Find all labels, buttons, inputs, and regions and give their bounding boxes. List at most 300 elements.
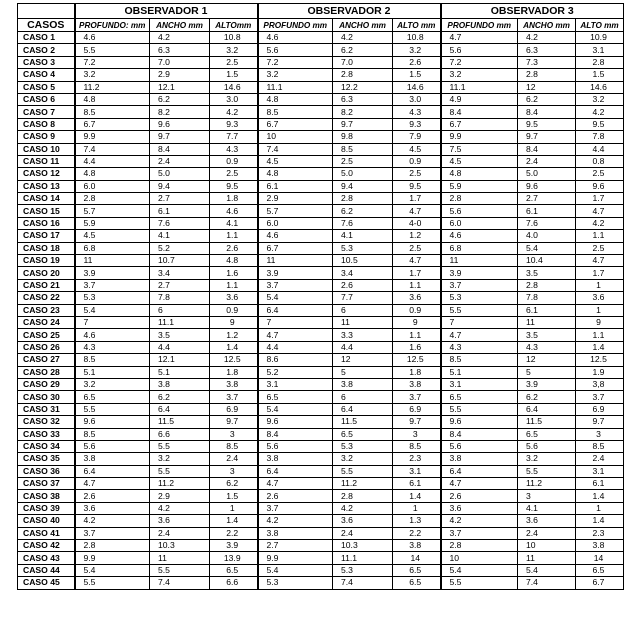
table-row bbox=[18, 465, 624, 477]
o2-profundo-cell: 4.6 bbox=[258, 32, 333, 44]
table-row bbox=[18, 205, 624, 217]
o3-profundo-cell: 8.4 bbox=[441, 106, 518, 118]
o1-profundo-cell: 6.0 bbox=[75, 180, 150, 192]
o3-ancho-cell: 10.4 bbox=[518, 255, 576, 267]
o1-ancho-cell: 2.9 bbox=[150, 490, 210, 502]
o3-ancho-cell: 5.4 bbox=[518, 242, 576, 254]
o1-alto-cell: 1.1 bbox=[210, 230, 258, 242]
o2-profundo-cell: 5.6 bbox=[258, 440, 333, 452]
o3-alto-cell: 3.1 bbox=[576, 44, 624, 56]
o1-profundo-cell: 5.3 bbox=[75, 292, 150, 304]
o1-alto-cell: 10.8 bbox=[210, 32, 258, 44]
o1-ancho-cell: 11.2 bbox=[150, 478, 210, 490]
o3-ancho-cell: 9.6 bbox=[518, 180, 576, 192]
o2-profundo-cell: 3.9 bbox=[258, 267, 333, 279]
o3-alto-cell: 3.2 bbox=[576, 93, 624, 105]
caso-label: CASO 42 bbox=[18, 540, 75, 552]
o2-ancho-cell: 8.2 bbox=[333, 106, 393, 118]
o2-profundo-cell: 9.9 bbox=[258, 552, 333, 564]
caso-label: CASO 30 bbox=[18, 391, 75, 403]
o3-ancho-cell: 6.1 bbox=[518, 205, 576, 217]
observer-2-header: OBSERVADOR 2 bbox=[258, 4, 441, 19]
o1-alto-cell: 0.9 bbox=[210, 155, 258, 167]
o3-ancho-cell: 2.7 bbox=[518, 193, 576, 205]
header-blank-cell bbox=[18, 4, 75, 19]
o1-profundo-cell: 4.7 bbox=[75, 478, 150, 490]
o2-ancho-cell: 7.6 bbox=[333, 217, 393, 229]
o2-ancho-cell: 9.7 bbox=[333, 118, 393, 130]
o3-ancho-cell: 6.2 bbox=[518, 93, 576, 105]
o1-alto-cell: 4.3 bbox=[210, 143, 258, 155]
o2-profundo-cell: 5.3 bbox=[258, 577, 333, 589]
o2-ancho-cell: 3.8 bbox=[333, 378, 393, 390]
caso-label: CASO 36 bbox=[18, 465, 75, 477]
o1-profundo-cell: 4.2 bbox=[75, 515, 150, 527]
o2-profundo-cell: 6.5 bbox=[258, 391, 333, 403]
table-row bbox=[18, 316, 624, 328]
o1-ancho-cell: 4.1 bbox=[150, 230, 210, 242]
o1-ancho-cell: 3.4 bbox=[150, 267, 210, 279]
table-row bbox=[18, 255, 624, 267]
o3-profundo-cell: 3.6 bbox=[441, 502, 518, 514]
o1-ancho-cell: 5.5 bbox=[150, 440, 210, 452]
caso-label: CASO 5 bbox=[18, 81, 75, 93]
o3-alto-cell: 10.9 bbox=[576, 32, 624, 44]
o1-profundo-cell: 5.5 bbox=[75, 577, 150, 589]
o3-profundo-cell: 3.1 bbox=[441, 378, 518, 390]
casos-header: CASOS bbox=[18, 19, 75, 32]
o3-alto-cell: 3.1 bbox=[576, 465, 624, 477]
o3-profundo-cell: 4.2 bbox=[441, 515, 518, 527]
o2-ancho-cell: 11.5 bbox=[333, 416, 393, 428]
o2-alto-cell: 12.5 bbox=[393, 354, 441, 366]
caso-label: CASO 32 bbox=[18, 416, 75, 428]
o3-alto-cell: 6.5 bbox=[576, 564, 624, 576]
o1-alto-cell: 1.1 bbox=[210, 279, 258, 291]
o3-ancho-cell: 11 bbox=[518, 316, 576, 328]
o2-ancho-cell: 4.2 bbox=[333, 502, 393, 514]
o2-profundo-cell: 4.5 bbox=[258, 155, 333, 167]
o2-alto-cell: 1.6 bbox=[393, 341, 441, 353]
table-row bbox=[18, 527, 624, 539]
o1-alto-cell: 1.4 bbox=[210, 515, 258, 527]
o1-alto-cell: 2.4 bbox=[210, 453, 258, 465]
o3-alto-cell: 2.4 bbox=[576, 453, 624, 465]
o3-alto-cell: 4.7 bbox=[576, 205, 624, 217]
o2-ancho-header: ANCHO mm bbox=[333, 19, 393, 32]
o3-alto-cell: 4.2 bbox=[576, 106, 624, 118]
o3-alto-cell: 3 bbox=[576, 428, 624, 440]
o2-alto-cell: 9.5 bbox=[393, 180, 441, 192]
o2-alto-cell: 1.8 bbox=[393, 366, 441, 378]
caso-label: CASO 38 bbox=[18, 490, 75, 502]
table-row bbox=[18, 32, 624, 44]
o1-alto-cell: 4.6 bbox=[210, 205, 258, 217]
o1-profundo-cell: 6.8 bbox=[75, 242, 150, 254]
o2-alto-cell: 6.5 bbox=[393, 577, 441, 589]
o3-ancho-cell: 10 bbox=[518, 540, 576, 552]
caso-label: CASO 2 bbox=[18, 44, 75, 56]
o3-alto-cell: 1.4 bbox=[576, 341, 624, 353]
o1-alto-cell: 9 bbox=[210, 316, 258, 328]
o3-ancho-cell: 7.4 bbox=[518, 577, 576, 589]
o1-profundo-cell: 5.7 bbox=[75, 205, 150, 217]
caso-label: CASO 8 bbox=[18, 118, 75, 130]
o2-alto-cell: 1.4 bbox=[393, 490, 441, 502]
o1-alto-cell: 4.8 bbox=[210, 255, 258, 267]
caso-label: CASO 14 bbox=[18, 193, 75, 205]
o2-profundo-cell: 7.2 bbox=[258, 56, 333, 68]
o2-ancho-cell: 5.0 bbox=[333, 168, 393, 180]
o2-ancho-cell: 6 bbox=[333, 391, 393, 403]
o1-ancho-cell: 9.4 bbox=[150, 180, 210, 192]
o3-profundo-cell: 8.5 bbox=[441, 354, 518, 366]
o3-ancho-cell: 4.1 bbox=[518, 502, 576, 514]
o1-ancho-cell: 10.3 bbox=[150, 540, 210, 552]
table-row bbox=[18, 143, 624, 155]
o1-ancho-cell: 5.1 bbox=[150, 366, 210, 378]
o2-ancho-cell: 11.2 bbox=[333, 478, 393, 490]
o3-alto-cell: 1.9 bbox=[576, 366, 624, 378]
o3-ancho-cell: 5.4 bbox=[518, 564, 576, 576]
o2-ancho-cell: 4.2 bbox=[333, 32, 393, 44]
table-row bbox=[18, 230, 624, 242]
o1-ancho-cell: 11 bbox=[150, 552, 210, 564]
o3-ancho-cell: 6.1 bbox=[518, 304, 576, 316]
measurements-table-container bbox=[17, 3, 624, 590]
o3-profundo-cell: 4.7 bbox=[441, 32, 518, 44]
table-row bbox=[18, 168, 624, 180]
o1-ancho-cell: 2.4 bbox=[150, 527, 210, 539]
o3-alto-cell: 2.8 bbox=[576, 56, 624, 68]
o1-alto-cell: 7.7 bbox=[210, 131, 258, 143]
o2-alto-cell: 4.7 bbox=[393, 255, 441, 267]
o1-ancho-cell: 7.6 bbox=[150, 217, 210, 229]
o3-ancho-cell: 11.2 bbox=[518, 478, 576, 490]
o2-ancho-cell: 4.4 bbox=[333, 341, 393, 353]
o2-ancho-cell: 6.3 bbox=[333, 93, 393, 105]
o1-alto-cell: 6.2 bbox=[210, 478, 258, 490]
caso-label: CASO 29 bbox=[18, 378, 75, 390]
o1-alto-cell: 6.6 bbox=[210, 577, 258, 589]
o2-alto-cell: 1.5 bbox=[393, 69, 441, 81]
o1-ancho-cell: 9.7 bbox=[150, 131, 210, 143]
o2-profundo-cell: 2.7 bbox=[258, 540, 333, 552]
o2-ancho-cell: 6 bbox=[333, 304, 393, 316]
o2-profundo-cell: 8.4 bbox=[258, 428, 333, 440]
o3-profundo-cell: 3.9 bbox=[441, 267, 518, 279]
o2-ancho-cell: 6.2 bbox=[333, 44, 393, 56]
o2-alto-cell: 6.1 bbox=[393, 478, 441, 490]
o3-profundo-cell: 5.5 bbox=[441, 304, 518, 316]
o1-ancho-cell: 6.4 bbox=[150, 403, 210, 415]
o3-ancho-cell: 5.5 bbox=[518, 465, 576, 477]
o3-profundo-cell: 4.7 bbox=[441, 329, 518, 341]
o2-alto-cell: 2.6 bbox=[393, 56, 441, 68]
o3-profundo-cell: 11.1 bbox=[441, 81, 518, 93]
table-row bbox=[18, 428, 624, 440]
measurements-table bbox=[17, 3, 624, 590]
o2-alto-cell: 4-0 bbox=[393, 217, 441, 229]
o3-ancho-cell: 6.3 bbox=[518, 44, 576, 56]
o2-alto-cell: 6.9 bbox=[393, 403, 441, 415]
o3-profundo-cell: 4.6 bbox=[441, 230, 518, 242]
column-header-row bbox=[18, 19, 624, 32]
o3-profundo-cell: 6.4 bbox=[441, 465, 518, 477]
o3-alto-cell: 1.4 bbox=[576, 490, 624, 502]
table-row bbox=[18, 267, 624, 279]
o2-ancho-cell: 5.3 bbox=[333, 564, 393, 576]
o2-profundo-cell: 4.8 bbox=[258, 168, 333, 180]
o3-ancho-header: ANCHO mm bbox=[518, 19, 576, 32]
o1-ancho-cell: 9.6 bbox=[150, 118, 210, 130]
o1-alto-cell: 3.2 bbox=[210, 44, 258, 56]
o1-profundo-cell: 5.4 bbox=[75, 304, 150, 316]
caso-label: CASO 21 bbox=[18, 279, 75, 291]
o2-ancho-cell: 2.4 bbox=[333, 527, 393, 539]
o2-ancho-cell: 10.5 bbox=[333, 255, 393, 267]
table-row bbox=[18, 131, 624, 143]
o3-profundo-cell: 9.9 bbox=[441, 131, 518, 143]
o3-profundo-cell: 4.5 bbox=[441, 155, 518, 167]
caso-label: CASO 37 bbox=[18, 478, 75, 490]
o2-alto-cell: 1.1 bbox=[393, 329, 441, 341]
o2-alto-cell: 2.5 bbox=[393, 168, 441, 180]
caso-label: CASO 3 bbox=[18, 56, 75, 68]
caso-label: CASO 4 bbox=[18, 69, 75, 81]
o3-profundo-cell: 7.2 bbox=[441, 56, 518, 68]
o2-profundo-cell: 3.7 bbox=[258, 279, 333, 291]
o1-alto-cell: 1.2 bbox=[210, 329, 258, 341]
o3-profundo-cell: 5.5 bbox=[441, 577, 518, 589]
o1-profundo-cell: 6.5 bbox=[75, 391, 150, 403]
o1-ancho-cell: 6.2 bbox=[150, 93, 210, 105]
table-row bbox=[18, 81, 624, 93]
o2-alto-cell: 9.3 bbox=[393, 118, 441, 130]
o2-alto-header: ALTO mm bbox=[393, 19, 441, 32]
table-body bbox=[18, 32, 624, 590]
caso-label: CASO 16 bbox=[18, 217, 75, 229]
o2-alto-cell: 1 bbox=[393, 502, 441, 514]
o2-profundo-cell: 4.2 bbox=[258, 515, 333, 527]
o1-alto-cell: 4.1 bbox=[210, 217, 258, 229]
o2-profundo-cell: 8.6 bbox=[258, 354, 333, 366]
o1-ancho-cell: 3.5 bbox=[150, 329, 210, 341]
o1-alto-cell: 4.2 bbox=[210, 106, 258, 118]
o1-ancho-cell: 6.6 bbox=[150, 428, 210, 440]
o3-profundo-cell: 3.8 bbox=[441, 453, 518, 465]
o2-ancho-cell: 5.3 bbox=[333, 440, 393, 452]
o2-ancho-cell: 5.5 bbox=[333, 465, 393, 477]
o1-profundo-cell: 3.9 bbox=[75, 267, 150, 279]
o1-profundo-cell: 2.6 bbox=[75, 490, 150, 502]
o1-profundo-cell: 8.5 bbox=[75, 106, 150, 118]
o1-profundo-cell: 5.1 bbox=[75, 366, 150, 378]
o2-profundo-cell: 6.7 bbox=[258, 242, 333, 254]
o2-ancho-cell: 2.8 bbox=[333, 193, 393, 205]
o1-profundo-cell: 9.6 bbox=[75, 416, 150, 428]
o1-ancho-header: ANCHO mm bbox=[150, 19, 210, 32]
o2-profundo-cell: 3.1 bbox=[258, 378, 333, 390]
o1-profundo-cell: 3.2 bbox=[75, 378, 150, 390]
o1-ancho-cell: 5.5 bbox=[150, 564, 210, 576]
o1-alto-cell: 3 bbox=[210, 465, 258, 477]
o1-profundo-cell: 4.4 bbox=[75, 155, 150, 167]
o2-alto-cell: 4.5 bbox=[393, 143, 441, 155]
o2-profundo-cell: 5.4 bbox=[258, 403, 333, 415]
o3-profundo-cell: 6.8 bbox=[441, 242, 518, 254]
o1-ancho-cell: 10.7 bbox=[150, 255, 210, 267]
o2-profundo-cell: 8.5 bbox=[258, 106, 333, 118]
o3-alto-cell: 1.1 bbox=[576, 329, 624, 341]
table-row bbox=[18, 69, 624, 81]
o3-alto-cell: 0.8 bbox=[576, 155, 624, 167]
o1-profundo-cell: 8.5 bbox=[75, 428, 150, 440]
o2-profundo-cell: 6.4 bbox=[258, 304, 333, 316]
o3-ancho-cell: 8.4 bbox=[518, 143, 576, 155]
o1-profundo-cell: 5.4 bbox=[75, 564, 150, 576]
o3-ancho-cell: 8.4 bbox=[518, 106, 576, 118]
table-row bbox=[18, 304, 624, 316]
table-row bbox=[18, 354, 624, 366]
table-row bbox=[18, 490, 624, 502]
o1-ancho-cell: 8.4 bbox=[150, 143, 210, 155]
o2-profundo-cell: 6.0 bbox=[258, 217, 333, 229]
o1-ancho-cell: 12.1 bbox=[150, 354, 210, 366]
caso-label: CASO 43 bbox=[18, 552, 75, 564]
caso-label: CASO 35 bbox=[18, 453, 75, 465]
table-row bbox=[18, 564, 624, 576]
o1-profundo-cell: 3.7 bbox=[75, 279, 150, 291]
o3-profundo-cell: 6.5 bbox=[441, 391, 518, 403]
o3-profundo-cell: 5.1 bbox=[441, 366, 518, 378]
table-row bbox=[18, 378, 624, 390]
o1-alto-cell: 9.5 bbox=[210, 180, 258, 192]
caso-label: CASO 19 bbox=[18, 255, 75, 267]
caso-label: CASO 33 bbox=[18, 428, 75, 440]
table-row bbox=[18, 329, 624, 341]
o1-ancho-cell: 2.7 bbox=[150, 279, 210, 291]
o1-profundo-cell: 2.8 bbox=[75, 193, 150, 205]
o3-profundo-cell: 5.4 bbox=[441, 564, 518, 576]
o3-alto-cell: 12.5 bbox=[576, 354, 624, 366]
o2-profundo-cell: 3.7 bbox=[258, 502, 333, 514]
o1-alto-header: ALTOmm bbox=[210, 19, 258, 32]
caso-label: CASO 18 bbox=[18, 242, 75, 254]
table-row bbox=[18, 93, 624, 105]
o1-ancho-cell: 7.8 bbox=[150, 292, 210, 304]
o3-profundo-cell: 4.7 bbox=[441, 478, 518, 490]
o2-ancho-cell: 2.8 bbox=[333, 490, 393, 502]
o2-alto-cell: 0.9 bbox=[393, 304, 441, 316]
o3-ancho-cell: 7.3 bbox=[518, 56, 576, 68]
o3-profundo-cell: 9.6 bbox=[441, 416, 518, 428]
table-row bbox=[18, 106, 624, 118]
o3-ancho-cell: 3.5 bbox=[518, 329, 576, 341]
caso-label: CASO 25 bbox=[18, 329, 75, 341]
o3-ancho-cell: 3 bbox=[518, 490, 576, 502]
table-row bbox=[18, 366, 624, 378]
o2-profundo-cell: 11 bbox=[258, 255, 333, 267]
o2-alto-cell: 8.5 bbox=[393, 440, 441, 452]
o2-profundo-cell: 5.2 bbox=[258, 366, 333, 378]
o3-ancho-cell: 2.8 bbox=[518, 279, 576, 291]
o2-profundo-cell: 2.6 bbox=[258, 490, 333, 502]
o1-profundo-cell: 7 bbox=[75, 316, 150, 328]
caso-label: CASO 44 bbox=[18, 564, 75, 576]
caso-label: CASO 31 bbox=[18, 403, 75, 415]
o3-profundo-cell: 4.8 bbox=[441, 168, 518, 180]
o1-alto-cell: 9.7 bbox=[210, 416, 258, 428]
o3-ancho-cell: 9.5 bbox=[518, 118, 576, 130]
caso-label: CASO 9 bbox=[18, 131, 75, 143]
o3-alto-cell: 9 bbox=[576, 316, 624, 328]
o3-alto-cell: 3.6 bbox=[576, 292, 624, 304]
o3-alto-cell: 2.5 bbox=[576, 168, 624, 180]
o2-ancho-cell: 7.0 bbox=[333, 56, 393, 68]
o3-profundo-cell: 10 bbox=[441, 552, 518, 564]
o3-profundo-cell: 2.8 bbox=[441, 540, 518, 552]
o3-ancho-cell: 3.6 bbox=[518, 515, 576, 527]
observer-header-row bbox=[18, 4, 624, 19]
o3-alto-cell: 2.5 bbox=[576, 242, 624, 254]
o1-ancho-cell: 3.2 bbox=[150, 453, 210, 465]
o3-ancho-cell: 5.0 bbox=[518, 168, 576, 180]
o2-ancho-cell: 6.5 bbox=[333, 428, 393, 440]
o1-profundo-cell: 7.4 bbox=[75, 143, 150, 155]
o1-profundo-cell: 6.4 bbox=[75, 465, 150, 477]
o1-profundo-cell: 4.3 bbox=[75, 341, 150, 353]
o1-ancho-cell: 5.2 bbox=[150, 242, 210, 254]
o3-alto-cell: 9.5 bbox=[576, 118, 624, 130]
o2-profundo-cell: 5.7 bbox=[258, 205, 333, 217]
o1-alto-cell: 3.8 bbox=[210, 378, 258, 390]
o2-alto-cell: 14 bbox=[393, 552, 441, 564]
o3-profundo-cell: 5.6 bbox=[441, 440, 518, 452]
caso-label: CASO 24 bbox=[18, 316, 75, 328]
table-row bbox=[18, 44, 624, 56]
o2-ancho-cell: 12.2 bbox=[333, 81, 393, 93]
o3-profundo-cell: 5.9 bbox=[441, 180, 518, 192]
table-row bbox=[18, 56, 624, 68]
o2-profundo-cell: 3.2 bbox=[258, 69, 333, 81]
caso-label: CASO 22 bbox=[18, 292, 75, 304]
o3-profundo-cell: 5.5 bbox=[441, 403, 518, 415]
o3-profundo-header: PROFUNDO mm bbox=[441, 19, 518, 32]
o1-alto-cell: 3 bbox=[210, 428, 258, 440]
o1-alto-cell: 3.9 bbox=[210, 540, 258, 552]
o3-profundo-cell: 2.6 bbox=[441, 490, 518, 502]
table-row bbox=[18, 180, 624, 192]
table-row bbox=[18, 403, 624, 415]
o2-ancho-cell: 5.3 bbox=[333, 242, 393, 254]
o1-ancho-cell: 3.8 bbox=[150, 378, 210, 390]
o1-alto-cell: 9.3 bbox=[210, 118, 258, 130]
o3-ancho-cell: 3.9 bbox=[518, 378, 576, 390]
o3-profundo-cell: 8.4 bbox=[441, 428, 518, 440]
o2-ancho-cell: 3.2 bbox=[333, 453, 393, 465]
o2-ancho-cell: 11.1 bbox=[333, 552, 393, 564]
o2-alto-cell: 4.3 bbox=[393, 106, 441, 118]
o3-ancho-cell: 6.4 bbox=[518, 403, 576, 415]
o3-alto-cell: 1.4 bbox=[576, 515, 624, 527]
o3-profundo-cell: 3.7 bbox=[441, 279, 518, 291]
o2-profundo-cell: 7.4 bbox=[258, 143, 333, 155]
table-row bbox=[18, 416, 624, 428]
o2-alto-cell: 6.5 bbox=[393, 564, 441, 576]
o3-alto-cell: 1 bbox=[576, 304, 624, 316]
o3-alto-cell: 3.8 bbox=[576, 540, 624, 552]
